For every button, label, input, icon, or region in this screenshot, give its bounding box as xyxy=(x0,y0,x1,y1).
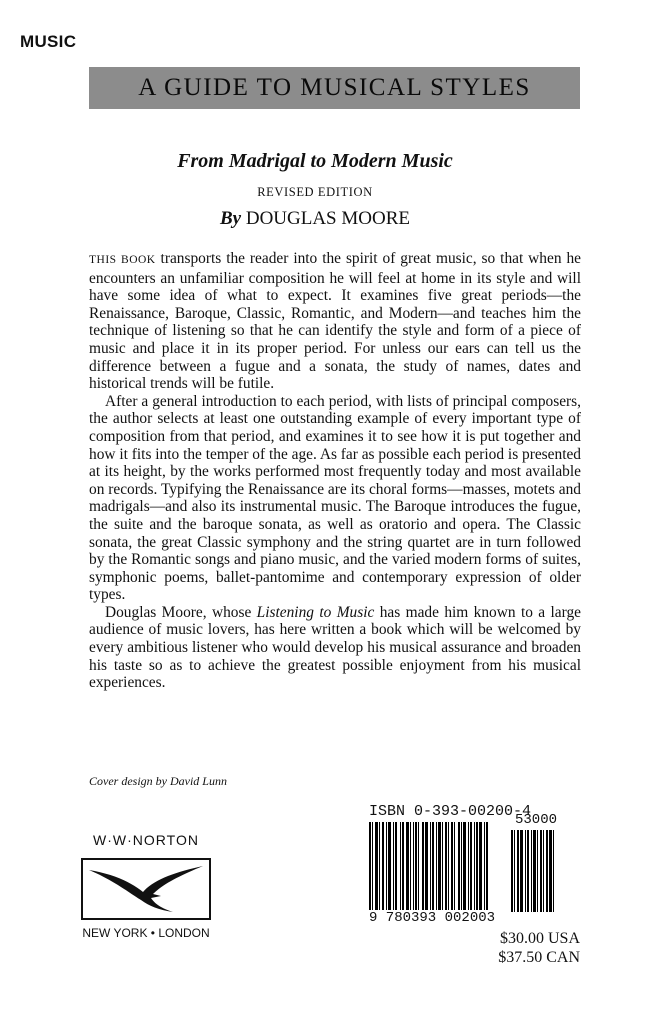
price-can: $37.50 CAN xyxy=(498,949,580,966)
by-label: By xyxy=(219,208,242,229)
description-paragraph-3 xyxy=(89,604,581,692)
author-name: DOUGLAS MOORE xyxy=(245,208,410,229)
publisher-block xyxy=(80,832,212,940)
book-title: A GUIDE TO MUSICAL STYLES xyxy=(138,74,531,101)
description-paragraph-1 xyxy=(89,250,581,393)
title-banner xyxy=(89,67,580,109)
book-subtitle: From Madrigal to Modern Music xyxy=(177,150,453,172)
ean-digits: 9 780393 002003 xyxy=(369,910,496,926)
cover-credit: Cover design by David Lunn xyxy=(89,774,227,788)
referenced-book-title: Listening to Music xyxy=(256,603,375,621)
lead-in: THIS BOOK xyxy=(89,254,156,266)
paragraph-3-text-b: has made him known to a large audience of music lovers, has here written a book which will be welcomed by every ambitious listener who would develop his musical assurance and broaden his taste so as to achieve the greatest possible enjoyment from his musical experiences. xyxy=(89,603,582,692)
category-label: MUSIC xyxy=(20,32,77,51)
description-body xyxy=(89,250,581,692)
price-code: 53000 xyxy=(515,812,558,828)
publisher-logo xyxy=(81,858,211,920)
paragraph-1-text: transports the reader into the spirit of great music, so that when he encounters an unfamiliar composition he will feel at home in its style and will have some idea of what to expect. It examines five great periods—the Renaissance, Baroque, Classic, Romantic, and Modern—and teaches him the technique of listening so that he can identify the style and form of a piece of music and place it in its proper period. For unless our ears can tell us the difference between a fugue and a sonata, the study of names, dates and historical trends will be futile. xyxy=(89,250,581,393)
publisher-cities: NEW YORK • LONDON xyxy=(82,926,210,940)
ean-barcode xyxy=(369,822,503,912)
paragraph-3-text-a: Douglas Moore, whose xyxy=(105,603,257,621)
description-paragraph-2: After a general introduction to each period, with lists of principal composers, the author selects at least one outstanding example of every important type of composition from that period, and examines it to see how it is put together and how it fits into the temper of the age. As far as possible each period is presented at its height, by the works performed most frequently today and most available on records. Typifying the Renaissance are its choral forms—masses, motets and madrigals—and also its instrumental music. The Baroque introduces the fugue, the suite and the baroque sonata, as well as oratorio and opera. The Classic sonata, the great Classic symphony and the string quartet are in turn followed by the Romantic songs and piano music, and the varied modern forms of suites, symphonic poems, ballet-pantomime and contemporary expression of older types. xyxy=(89,392,581,604)
edition-label: REVISED EDITION xyxy=(257,185,373,199)
seagull-icon xyxy=(83,860,209,918)
price-usa: $30.00 USA xyxy=(499,930,580,947)
publisher-name: W·W·NORTON xyxy=(93,832,199,848)
isbn-label: ISBN 0-393-00200-4 xyxy=(369,803,532,820)
author-byline xyxy=(0,208,630,230)
addon-barcode xyxy=(511,830,571,912)
